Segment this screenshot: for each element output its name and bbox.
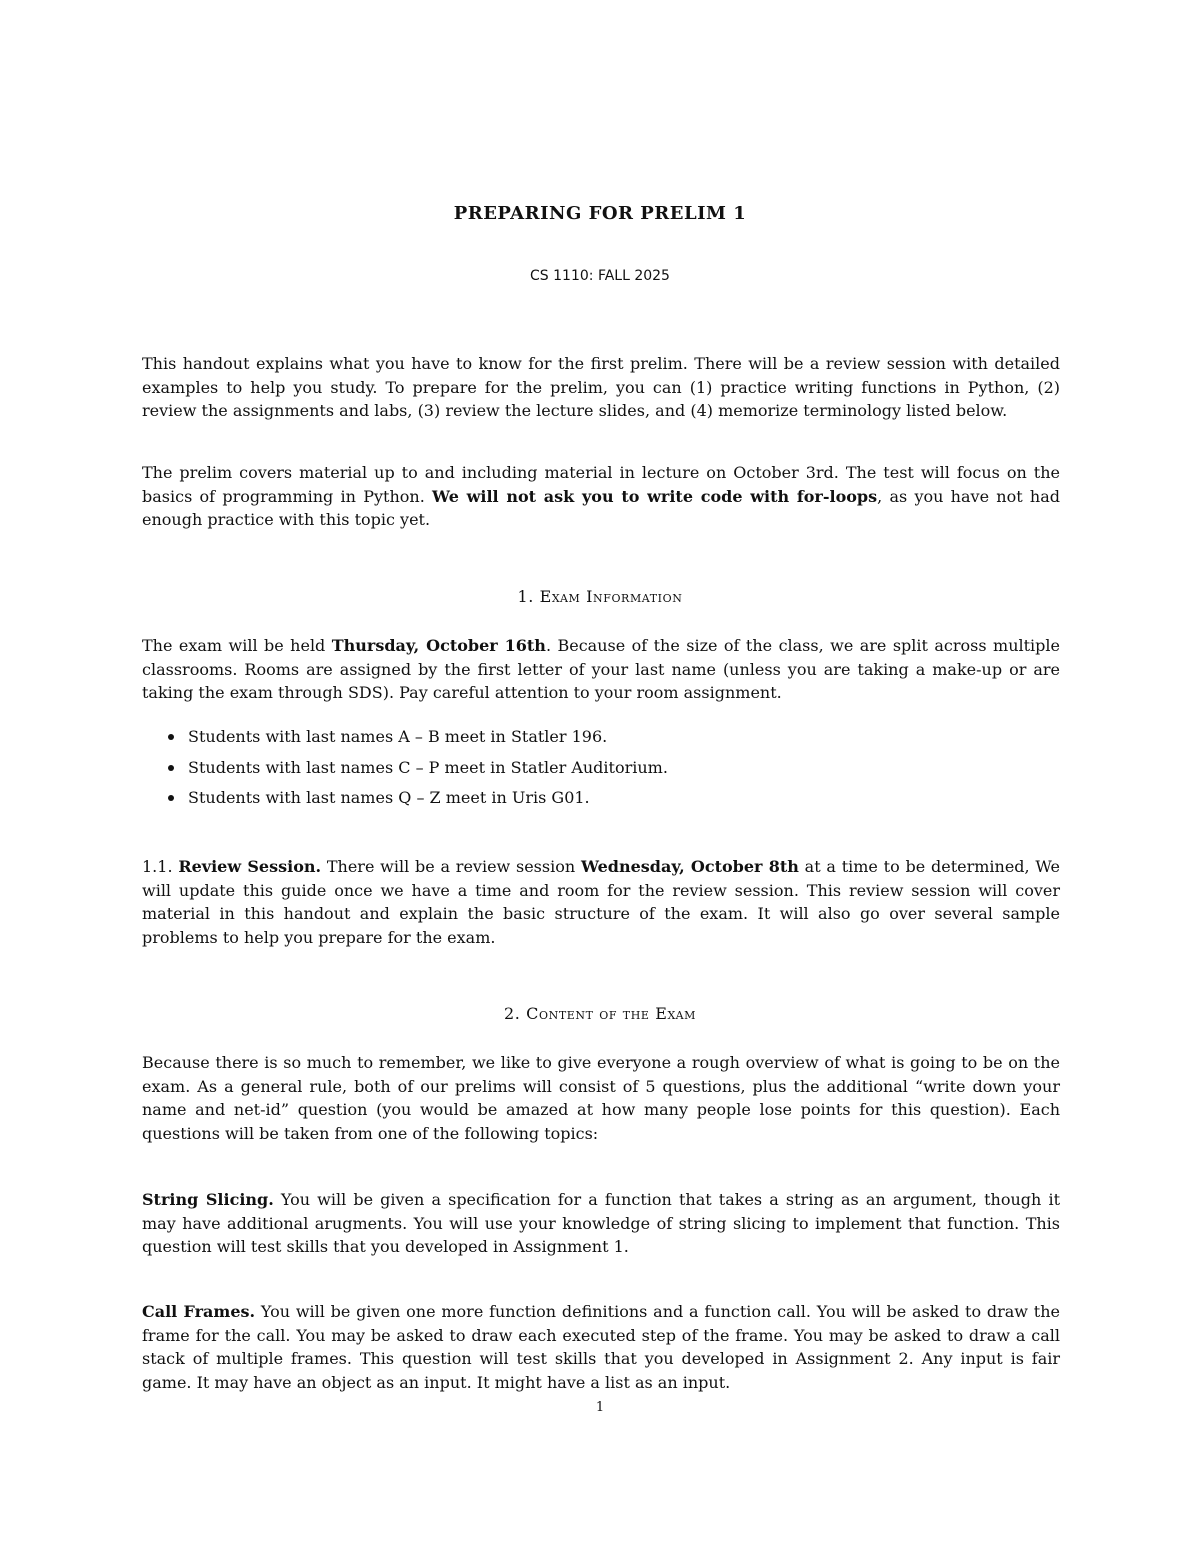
topic-label: Call Frames.	[142, 1302, 256, 1321]
section-2-heading: 2. Content of the Exam	[504, 1004, 696, 1023]
content-overview-paragraph: Because there is so much to remember, we like to give everyone a rough overview of what is going to be on the exam. As a general rule, both of our prelims will consist of 5 questions, plus the additional “write down your name and net-id” question (you would be amazed at how many people lose points for this question). Each questions will be taken from one of the following topics:	[142, 1053, 1060, 1143]
intro-paragraph-1: This handout explains what you have to know for the first prelim. There will be a review session with detailed examples to help you study. To prepare for the prelim, you can (1) practice writing functions in Python, (2) review the assignments and labs, (3) review the lecture slides, and (4) memorize terminology listed below.	[142, 354, 1060, 420]
topic-string-slicing	[142, 1188, 1060, 1259]
intro-p2-text-a: The prelim covers material up to and including material in lecture on October 3rd. The test will focus on the basics of programming in Python.	[142, 463, 1060, 506]
subsection-label: Review Session.	[178, 857, 322, 876]
page-title: PREPARING FOR PRELIM 1	[453, 203, 747, 224]
list-item	[188, 753, 668, 784]
review-date: Wednesday, October 8th	[580, 857, 799, 876]
list-item	[188, 783, 668, 814]
list-item	[188, 722, 668, 753]
intro-p2-bold: We will not ask you to write code with for-loops	[432, 486, 878, 506]
review-session-paragraph	[142, 855, 1060, 949]
review-text-a: There will be a review session	[321, 857, 581, 876]
room-assignment-list	[188, 722, 668, 814]
bullet-icon	[168, 765, 174, 771]
course-subtitle: CS 1110: FALL 2025	[530, 268, 670, 284]
topic-text: You will be given one more function definitions and a function call. You will be asked to draw the frame for the call. You may be asked to draw each executed step of the frame. You may be asked to draw a call stack of multiple frames. This question will test skills that you developed in Assignment 2. Any input is fair game. It may have an object as an input. It might have a list as an input.	[142, 1302, 1061, 1392]
bullet-icon	[168, 734, 174, 740]
intro-p2-text-b: , as you have not had enough practice with this topic yet.	[142, 486, 1060, 529]
topic-call-frames	[142, 1300, 1060, 1394]
exam-info-text-a: The exam will be held	[142, 636, 332, 655]
section-1-heading: 1. Exam Information	[517, 587, 683, 606]
review-text-b: at a time to be determined, We will update this guide once we have a time and room for the review session. This review session will cover material in this handout and explain the basic structure of the exam. It will also go over several sample problems to help you prepare for the exam.	[142, 857, 1061, 947]
topic-text: You will be given a specification for a function that takes a string as an argument, though it may have additional arugments. You will use your knowledge of string slicing to implement that function. This question will test skills that you developed in Assignment 1.	[142, 1190, 1061, 1256]
topic-label: String Slicing.	[142, 1190, 274, 1209]
list-item-text: Students with last names Q – Z meet in Uris G01.	[188, 788, 590, 807]
exam-info-paragraph	[142, 634, 1060, 705]
list-item-text: Students with last names C – P meet in Statler Auditorium.	[188, 757, 668, 777]
exam-info-text-b: . Because of the size of the class, we are split across multiple classrooms. Rooms are assigned by the first letter of your last name (unless you are taking a make-up or are taking the exam through SDS). Pay careful attention to your room assignment.	[142, 636, 1061, 702]
subsection-number: 1.1.	[142, 857, 179, 876]
page-number: 1	[595, 1400, 605, 1415]
list-item-text: Students with last names A – B meet in Statler 196.	[188, 727, 608, 746]
bullet-icon	[168, 795, 174, 801]
intro-paragraph-2	[142, 461, 1060, 532]
exam-date: Thursday, October 16th	[331, 636, 546, 655]
